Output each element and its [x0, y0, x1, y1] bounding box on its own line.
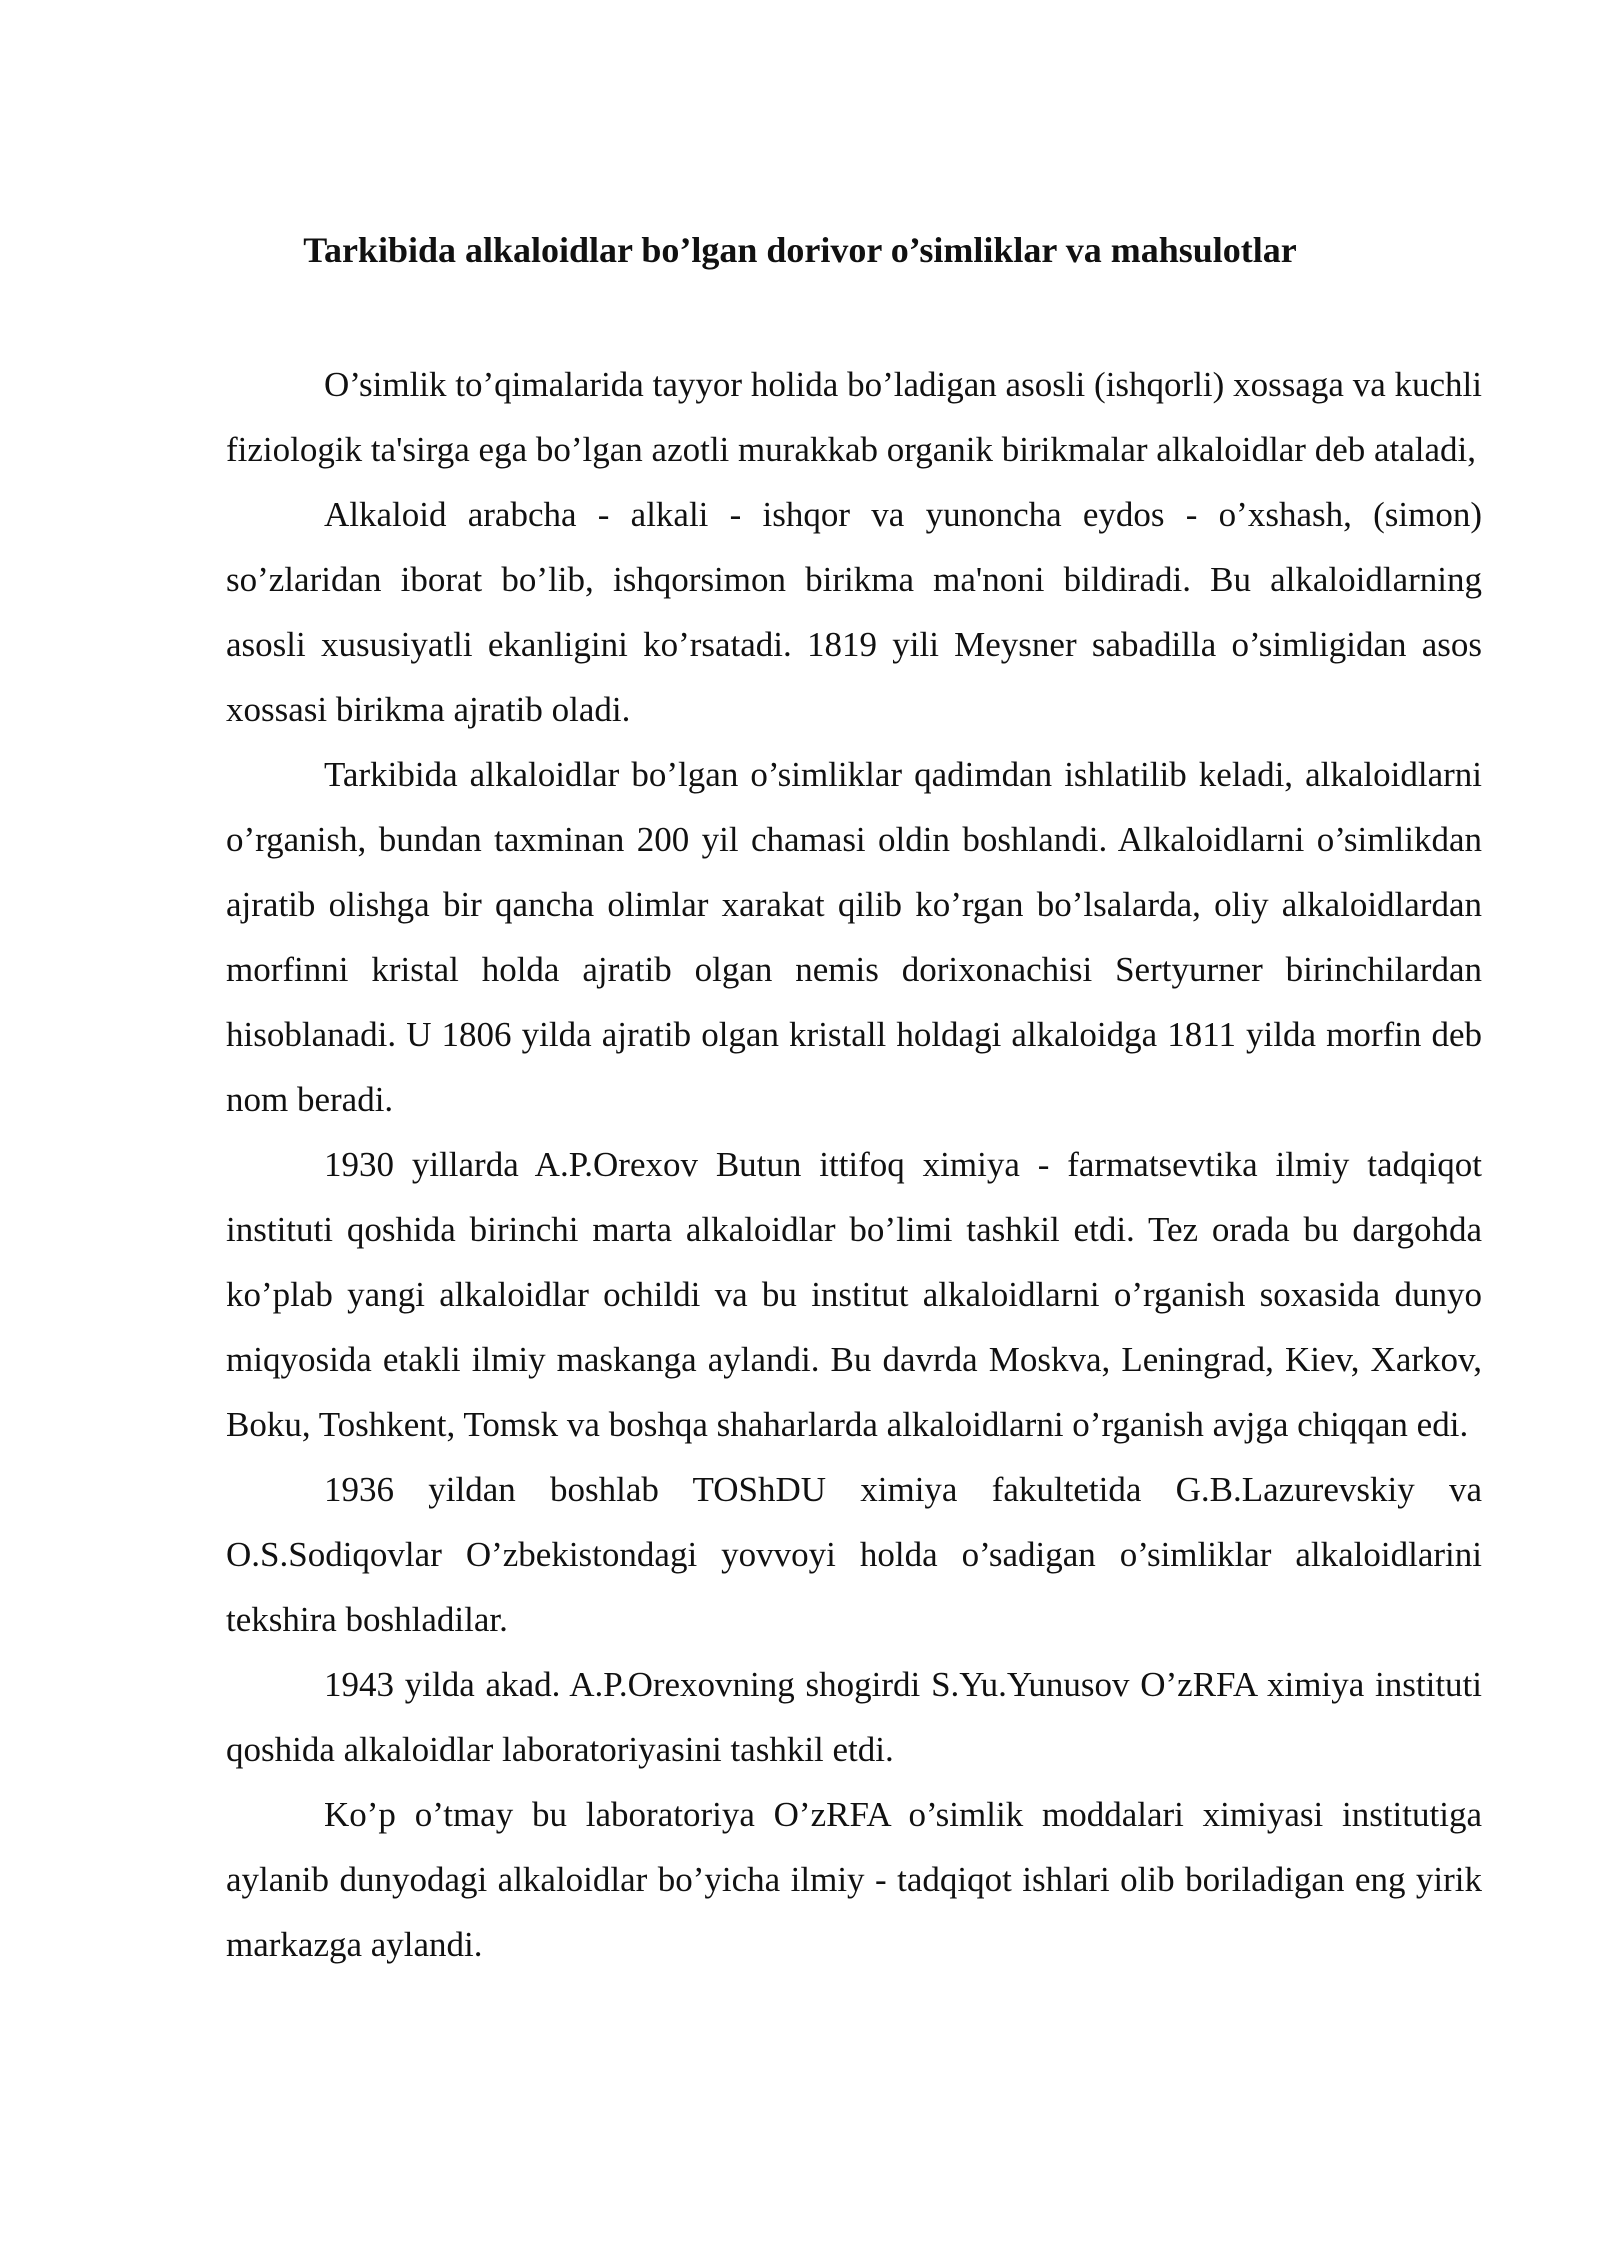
document-title: Tarkibida alkaloidlar bo’lgan dorivor o’simliklar va mahsulotlar — [303, 230, 1297, 270]
document-body — [226, 352, 1482, 1977]
paragraph-history-morphine: Tarkibida alkaloidlar bo’lgan o’simliklar qadimdan ishlatilib keladi, alkaloidlarni o’rganish, bundan taxminan 200 yil chamasi oldin boshlandi. Alkaloidlarni o’simlikdan ajratib olishga bir qancha olimlar xarakat qilib ko’rgan bo’lsalarda, oliy alkaloidlardan morfinni kristal holda ajratib olgan nemis dorixonachisi Sertyurner birinchilardan hisoblanadi. U 1806 yilda ajratib olgan kristall holdagi alkaloidga 1811 yilda morfin deb nom beradi. — [226, 755, 1482, 1119]
paragraph-yunusov-laboratory: 1943 yilda akad. A.P.Orexovning shogirdi S.Yu.Yunusov O’zRFA ximiya instituti qoshida alkaloidlar laboratoriyasini tashkil etdi. — [226, 1665, 1482, 1769]
paragraph-toshdu-research: 1936 yildan boshlab TOShDU ximiya fakultetida G.B.Lazurevskiy va O.S.Sodiqovlar O’zbekistondagi yovvoyi holda o’sadigan o’simliklar alkaloidlarini tekshira boshladilar. — [226, 1470, 1482, 1639]
paragraph-etymology: Alkaloid arabcha - alkali - ishqor va yunoncha eydos - o’xshash, (simon) so’zlaridan iborat bo’lib, ishqorsimon birikma ma'noni bildiradi. Bu alkaloidlarning asosli xususiyatli ekanligini ko’rsatadi. 1819 yili Meysner sabadilla o’simligidan asos xossasi birikma ajratib oladi. — [226, 495, 1482, 729]
paragraph-plant-substances-institute: Ko’p o’tmay bu laboratoriya O’zRFA o’simlik moddalari ximiyasi institutiga aylanib dunyodagi alkaloidlar bo’yicha ilmiy - tadqiqot ishlari olib boriladigan eng yirik markazga aylandi. — [226, 1795, 1482, 1964]
paragraph-alkaloid-definition: O’simlik to’qimalarida tayyor holida bo’ladigan asosli (ishqorli) xossaga va kuchli fiziologik ta'sirga ega bo’lgan azotli murakkab organik birikmalar alkaloidlar deb ataladi, — [226, 365, 1482, 469]
paragraph-orexov-institute: 1930 yillarda A.P.Orexov Butun ittifoq ximiya - farmatsevtika ilmiy tadqiqot instituti qoshida birinchi marta alkaloidlar bo’limi tashkil etdi. Tez orada bu dargohda ko’plab yangi alkaloidlar ochildi va bu institut alkaloidlarni o’rganish soxasida dunyo miqyosida etakli ilmiy maskanga aylandi. Bu davrda Moskva, Leningrad, Kiev, Xarkov, Boku, Toshkent, Tomsk va boshqa shaharlarda alkaloidlarni o’rganish avjga chiqqan edi. — [226, 1145, 1482, 1444]
